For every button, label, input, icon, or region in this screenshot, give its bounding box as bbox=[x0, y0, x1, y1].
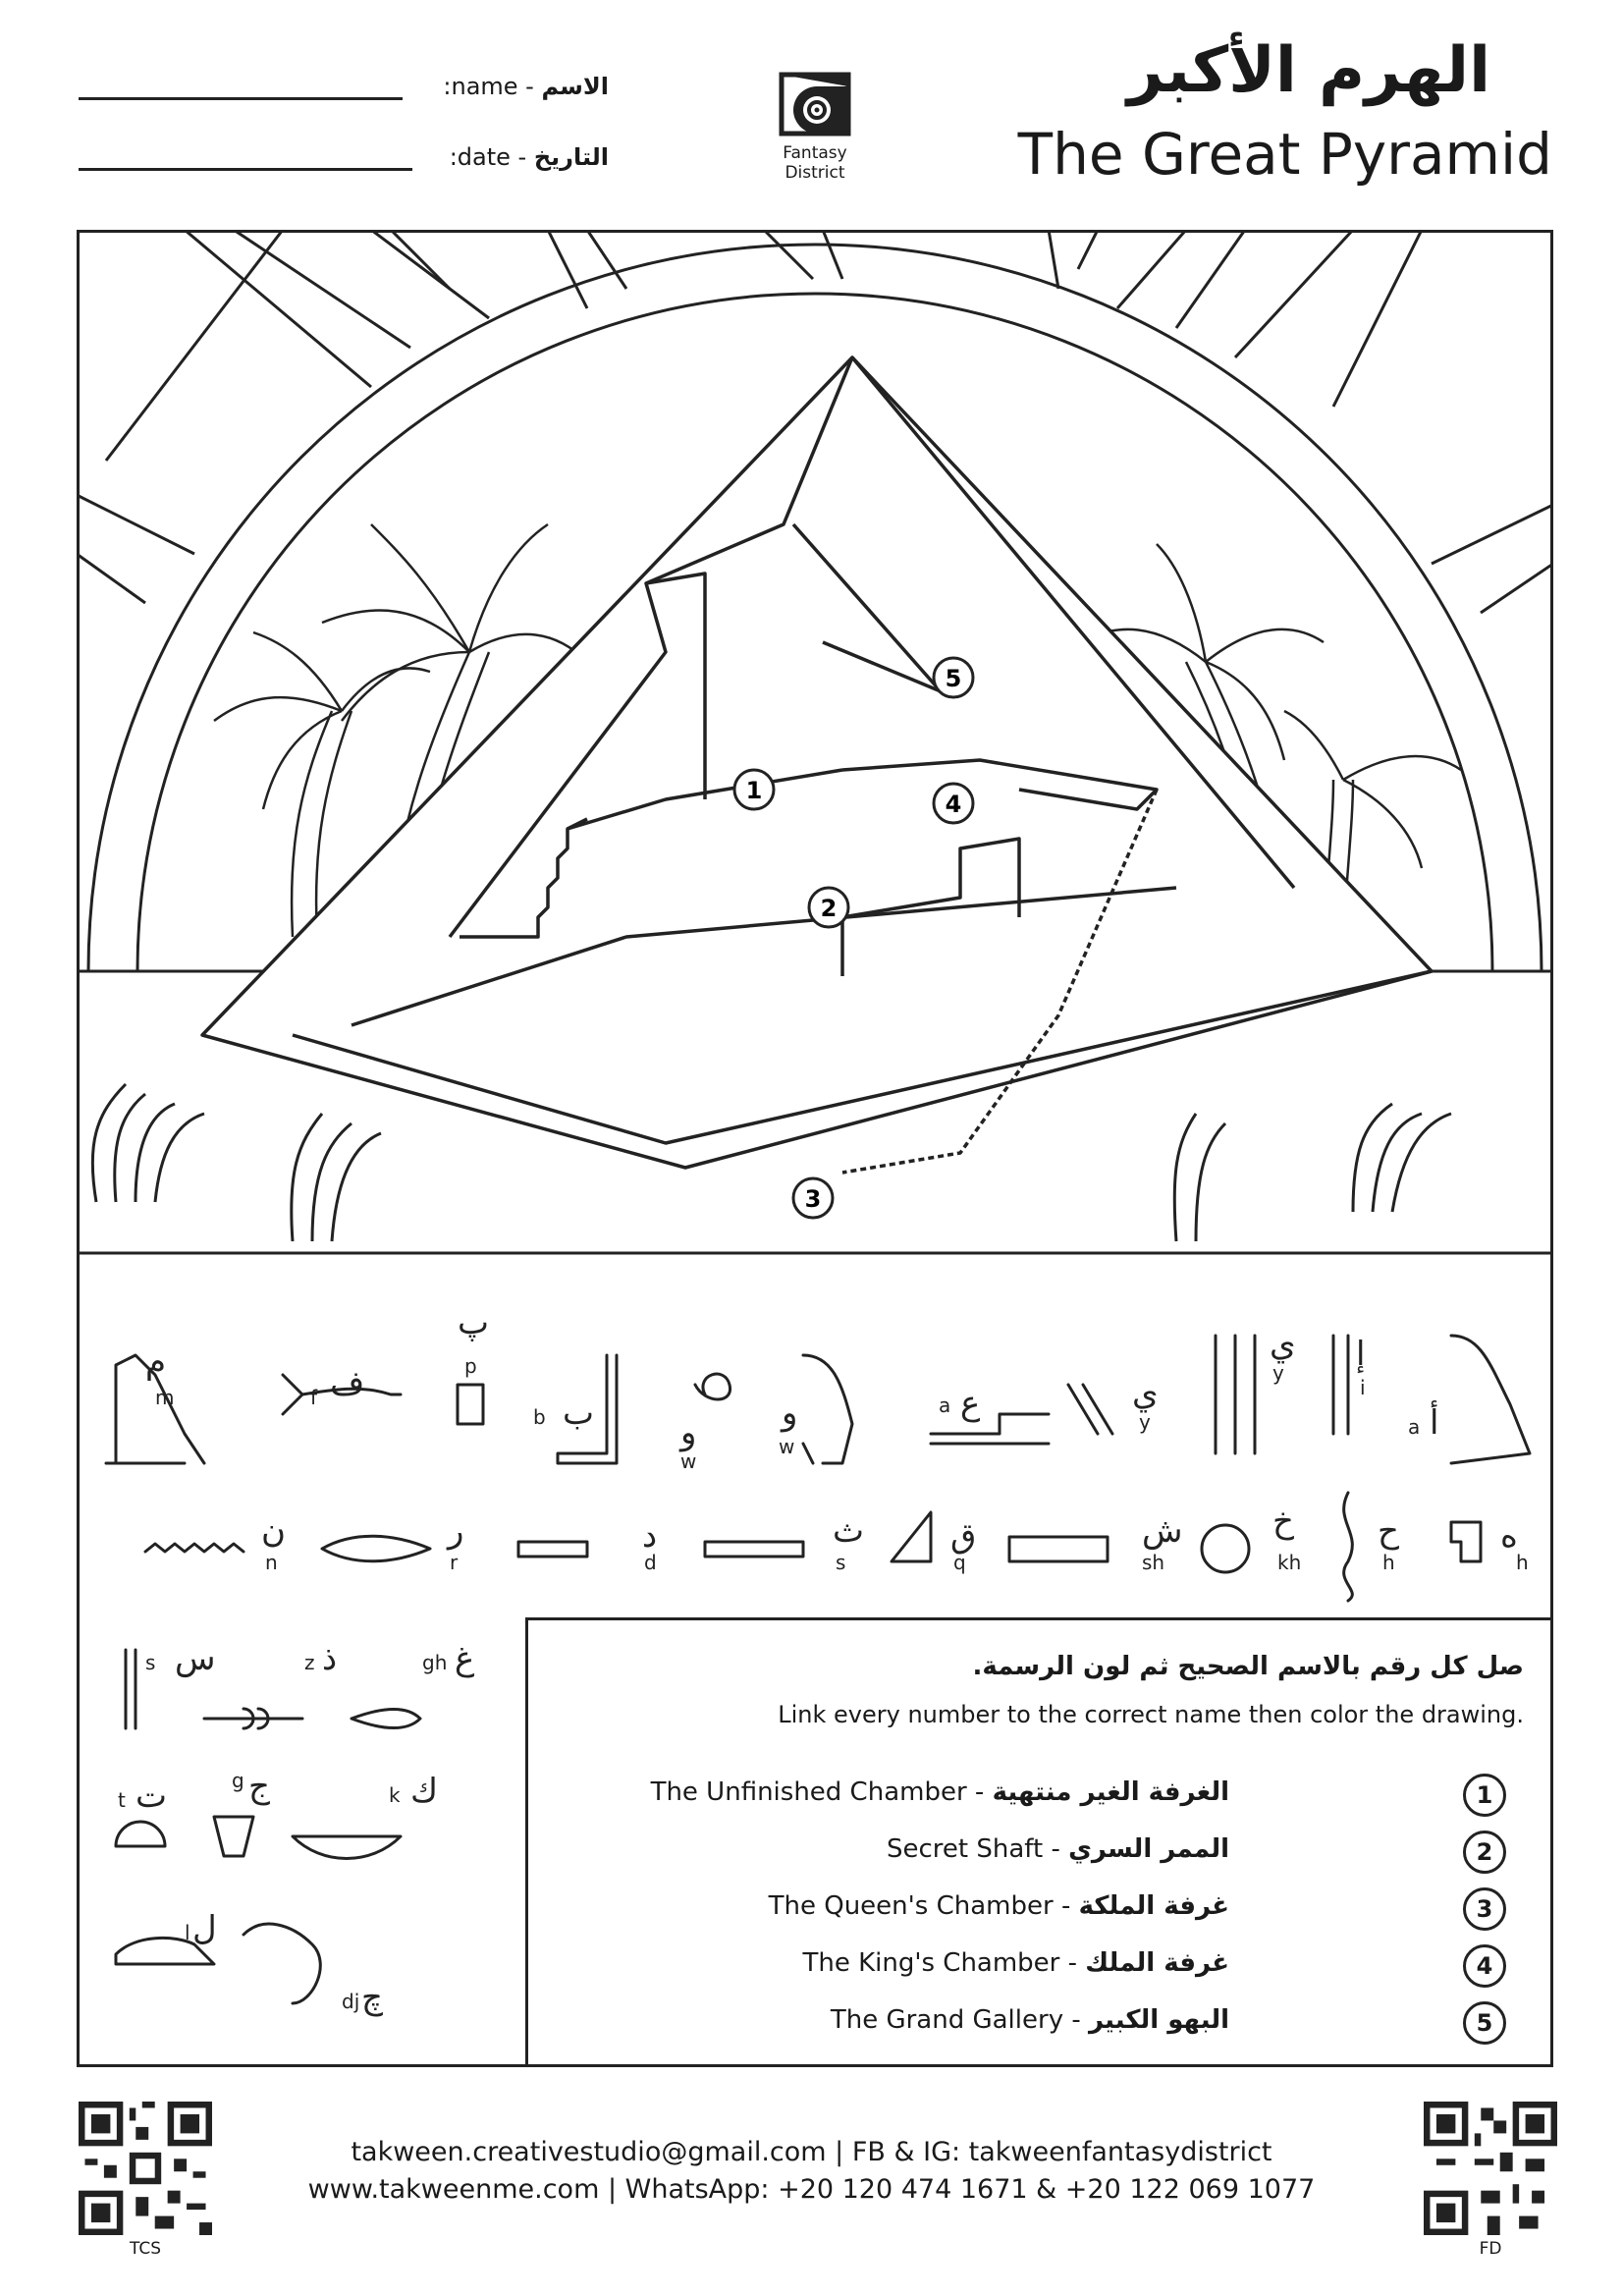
answer-number-1[interactable]: 1 bbox=[1463, 1774, 1506, 1817]
glyph-ar-n: ن bbox=[261, 1511, 286, 1551]
logo-icon bbox=[778, 71, 852, 137]
glyph-ar-t: ت bbox=[135, 1777, 168, 1816]
glyph-ar-dj: چ bbox=[361, 1978, 383, 2017]
chamber-name-1[interactable]: The Unfinished Chamber - الغرفة الغير منتهية bbox=[650, 1777, 1229, 1807]
glyph-en-p: p bbox=[464, 1354, 477, 1378]
glyph-en-a2: a bbox=[1408, 1415, 1421, 1439]
glyph-en-h1: h bbox=[1382, 1551, 1395, 1574]
chamber-name-4[interactable]: The King's Chamber - غرفة الملك bbox=[802, 1948, 1229, 1978]
page-title-arabic: الهرم الأكبر bbox=[1127, 34, 1490, 107]
glyph-en-gh: gh bbox=[422, 1651, 448, 1674]
name-label-ar: الاسم bbox=[541, 73, 609, 100]
glyph-ar-k: ك bbox=[410, 1772, 439, 1811]
glyph-ar-w2: و bbox=[782, 1394, 798, 1433]
mouth-glyph bbox=[322, 1536, 430, 1561]
glyph-en-n: n bbox=[265, 1551, 278, 1574]
glyph-en-sh: sh bbox=[1142, 1551, 1165, 1574]
glyph-en-s1: s bbox=[836, 1551, 846, 1574]
glyph-ar-p: پ bbox=[458, 1303, 490, 1342]
glyph-en-m: m bbox=[155, 1386, 175, 1409]
date-input-line[interactable] bbox=[79, 168, 412, 171]
glyph-ar-h2: ه bbox=[1500, 1516, 1518, 1556]
diagram-marker-5 bbox=[934, 658, 973, 697]
glyph-en-i: i bbox=[1360, 1376, 1366, 1399]
instructions-arabic: صل كل رقم بالاسم الصحيح ثم لون الرسمة. bbox=[972, 1652, 1524, 1681]
glyph-ar-s2: س bbox=[175, 1639, 216, 1678]
pyramid-illustration bbox=[77, 230, 1553, 1257]
glyph-en-k: k bbox=[389, 1783, 401, 1807]
glyph-ar-d: د bbox=[642, 1516, 658, 1556]
glyph-en-d: d bbox=[644, 1551, 657, 1574]
glyph-en-h2: h bbox=[1516, 1551, 1529, 1574]
stool-glyph bbox=[458, 1385, 483, 1424]
answer-number-2[interactable]: 2 bbox=[1463, 1831, 1506, 1874]
glyph-en-l: l bbox=[185, 1921, 190, 1944]
double-reed-glyph bbox=[1216, 1336, 1255, 1453]
page-title-english: The Great Pyramid bbox=[1017, 121, 1552, 188]
glyph-en-r: r bbox=[450, 1551, 459, 1574]
logo-text-line1: Fantasy bbox=[783, 143, 847, 163]
glyph-en-q: q bbox=[953, 1551, 966, 1574]
date-field[interactable] bbox=[79, 137, 609, 177]
glyph-ar-q: ق bbox=[950, 1516, 977, 1556]
svg-text:4: 4 bbox=[945, 791, 962, 818]
glyph-en-y1: y bbox=[1139, 1410, 1151, 1434]
instructions-english: Link every number to the correct name then color the drawing. bbox=[778, 1701, 1524, 1728]
door-bolt-glyph bbox=[204, 1709, 302, 1728]
fantasy-district-logo bbox=[776, 71, 854, 183]
chamber-name-3[interactable]: The Queen's Chamber - غرفة الملكة bbox=[768, 1891, 1229, 1921]
cobra-glyph bbox=[243, 1924, 320, 2003]
qr-icon bbox=[79, 2102, 212, 2235]
qr-left-label: TCS bbox=[129, 2239, 162, 2259]
chamber-name-5[interactable]: The Grand Gallery - البهو الكبير bbox=[830, 2005, 1229, 2035]
logo-text-line2: District bbox=[784, 163, 845, 183]
glyph-en-a1: a bbox=[939, 1394, 951, 1417]
footer-contact-line2: www.takweenme.com | WhatsApp: +20 120 474 1671 & +20 122 069 1077 bbox=[307, 2174, 1316, 2205]
pool-glyph bbox=[1009, 1537, 1108, 1561]
answer-number-3[interactable]: 3 bbox=[1463, 1887, 1506, 1931]
glyph-en-s2: s bbox=[145, 1651, 156, 1674]
chamber-name-2[interactable]: Secret Shaft - الممر السري bbox=[887, 1834, 1229, 1864]
glyph-ar-f: ف bbox=[330, 1364, 365, 1403]
placenta-glyph bbox=[1202, 1525, 1249, 1572]
glyph-en-b: b bbox=[533, 1405, 546, 1429]
folded-cloth-glyph bbox=[126, 1650, 135, 1728]
bread-loaf-glyph bbox=[116, 1822, 165, 1846]
glyph-en-t: t bbox=[118, 1788, 126, 1812]
glyph-en-dj: dj bbox=[342, 1990, 360, 2013]
qr-code-right[interactable] bbox=[1424, 2102, 1557, 2259]
glyph-en-z: z bbox=[304, 1651, 315, 1674]
glyph-ar-i: إ bbox=[1356, 1335, 1366, 1374]
jar-stand-glyph bbox=[214, 1817, 253, 1856]
qr-code-left[interactable] bbox=[79, 2102, 212, 2259]
coil-glyph bbox=[695, 1374, 730, 1399]
glyph-ar-a2: أ bbox=[1430, 1403, 1439, 1443]
glyph-ar-sh: ش bbox=[1142, 1511, 1183, 1551]
glyph-en-w2: w bbox=[779, 1435, 795, 1458]
reed-glyph bbox=[1333, 1336, 1348, 1434]
glyph-ar-a1: ع bbox=[960, 1384, 981, 1423]
vulture-glyph bbox=[1451, 1336, 1530, 1463]
svg-text:2: 2 bbox=[820, 895, 838, 922]
footer-contact-line1: takween.creativestudio@gmail.com | FB & IG: takweenfantasydistrict bbox=[351, 2137, 1272, 2167]
glyph-ar-y1: ي bbox=[1132, 1374, 1159, 1413]
glyph-ar-h1: ح bbox=[1378, 1511, 1399, 1551]
glyph-ar-z: ذ bbox=[322, 1639, 338, 1678]
diagram-marker-1 bbox=[734, 770, 774, 809]
twisted-flax-glyph bbox=[1344, 1493, 1353, 1601]
name-input-line[interactable] bbox=[79, 97, 403, 100]
answer-number-5[interactable]: 5 bbox=[1463, 2001, 1506, 2045]
glyph-ar-w1: و bbox=[680, 1413, 697, 1452]
svg-text:5: 5 bbox=[945, 665, 962, 692]
bolt-glyph bbox=[705, 1542, 803, 1557]
glyph-ar-g: ج bbox=[248, 1767, 270, 1806]
glyph-ar-m: م bbox=[145, 1342, 167, 1382]
diagram-marker-2 bbox=[809, 888, 848, 927]
matching-exercise bbox=[525, 1617, 1553, 2067]
glyph-ar-s1: ث bbox=[833, 1511, 865, 1551]
hand-glyph bbox=[518, 1542, 587, 1557]
glyph-en-y2: y bbox=[1272, 1361, 1284, 1385]
glyph-en-w1: w bbox=[680, 1449, 697, 1473]
pyramid bbox=[202, 357, 1432, 1173]
glyph-en-f: f bbox=[310, 1386, 318, 1409]
qr-right-label: FD bbox=[1479, 2239, 1502, 2259]
glyph-ar-l: ل bbox=[192, 1909, 217, 1948]
courtyard-glyph bbox=[1451, 1522, 1481, 1561]
glyph-ar-kh: خ bbox=[1272, 1502, 1294, 1541]
qr-icon bbox=[1424, 2102, 1557, 2235]
date-label-ar: التاريخ bbox=[533, 143, 609, 171]
lotus-bud-glyph bbox=[352, 1710, 420, 1728]
quail-chick-glyph bbox=[803, 1355, 852, 1463]
diagram-marker-3 bbox=[793, 1178, 833, 1218]
glyph-ar-b: ب bbox=[563, 1394, 595, 1433]
glyph-ar-y2: ي bbox=[1270, 1325, 1296, 1364]
svg-text:1: 1 bbox=[745, 777, 763, 804]
hill-glyph bbox=[892, 1512, 931, 1561]
double-strokes-glyph bbox=[1068, 1385, 1112, 1434]
basket-glyph bbox=[293, 1836, 401, 1859]
water-glyph bbox=[145, 1544, 243, 1552]
glyph-ar-gh: غ bbox=[455, 1639, 475, 1678]
name-label-en: :name - bbox=[443, 73, 542, 100]
forearm-glyph bbox=[931, 1414, 1049, 1444]
name-field[interactable] bbox=[79, 67, 609, 106]
answer-number-4[interactable]: 4 bbox=[1463, 1944, 1506, 1988]
diagram-marker-4 bbox=[934, 784, 973, 823]
glyph-en-kh: kh bbox=[1277, 1551, 1302, 1574]
svg-text:3: 3 bbox=[804, 1185, 822, 1213]
date-label-en: :date - bbox=[449, 143, 534, 171]
glyph-ar-r: ر bbox=[448, 1511, 464, 1551]
glyph-en-g: g bbox=[232, 1769, 244, 1792]
